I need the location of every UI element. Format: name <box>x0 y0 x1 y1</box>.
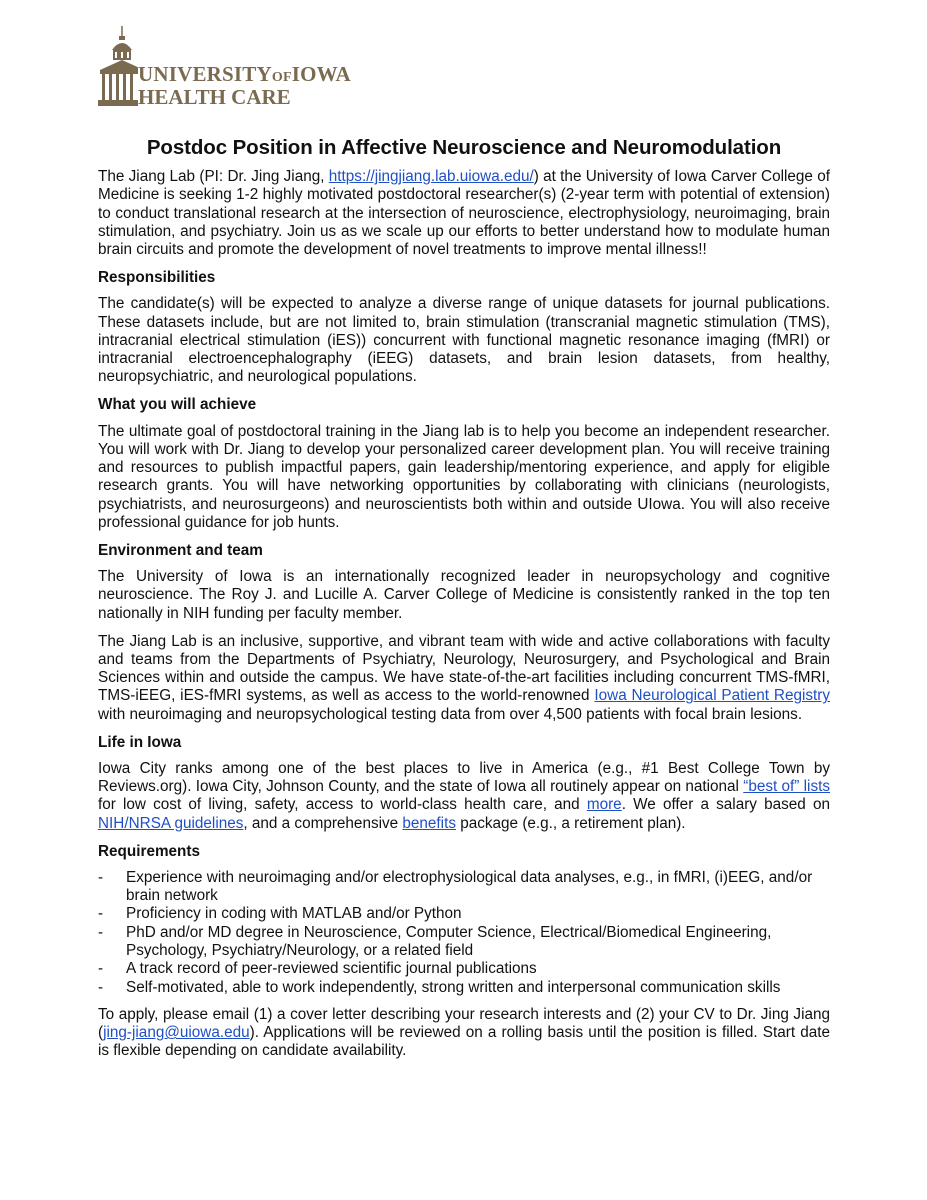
environment-heading: Environment and team <box>98 541 263 559</box>
list-item: - Self-motivated, able to work independently, strong written and interpersonal communication skills <box>98 978 781 996</box>
life-paragraph: Iowa City ranks among one of the best places to live in America (e.g., #1 Best College Town by Reviews.org). Iowa City, Johnson County, and the state of Iowa all routinely appear on national “best of” lists for low cost of living, safety, access to world-class health care, and more. We offer a salary based on NIH/NRSA guidelines, and a comprehensive benefits package (e.g., a retirement plan). <box>98 759 830 832</box>
nih-nrsa-guidelines-link[interactable]: NIH/NRSA guidelines <box>98 814 244 832</box>
requirements-heading: Requirements <box>98 842 201 860</box>
benefits-link[interactable]: benefits <box>402 814 456 832</box>
list-item: - Experience with neuroimaging and/or electrophysiological data analyses, e.g., in fMRI, (i)EEG, and/or brain network <box>98 868 813 905</box>
responsibilities-heading: Responsibilities <box>98 268 216 286</box>
more-link[interactable]: more <box>586 796 622 814</box>
list-item: - PhD and/or MD degree in Neuroscience, Computer Science, Electrical/Biomedical Engineering, Psychology, Psychiatry/Neurology, or a related field <box>98 923 772 959</box>
patient-registry-link[interactable]: Iowa Neurological Patient Registry <box>594 687 830 705</box>
list-item: - A track record of peer-reviewed scientific journal publications <box>98 960 537 978</box>
achieve-paragraph: The ultimate goal of postdoctoral training in the Jiang lab is to help you become an independent researcher. You will work with Dr. Jiang to develop your personalized career development plan. You will receive training and resources to publish impactful papers, gain leadership/mentoring experience, and apply for eligible research grants. You will have networking opportunities by collaborating with clinicians (neurologists, psychiatrists, and neurosurgeons) and neuroscientists both within and outside UIowa. You will also receive professional guidance for job hunts. <box>98 422 830 532</box>
achieve-heading: What you will achieve <box>98 396 257 414</box>
university-logo <box>98 24 378 114</box>
environment-paragraph-2: The Jiang Lab is an inclusive, supportive, and vibrant team with wide and active collaborations with faculty and teams from the Departments of Psychiatry, Neurology, Neurosurgery, and Psychological and Brain Sciences within and outside the campus. We have state-of-the-art facilities including concurrent TMS-fMRI, TMS-iEEG, iES-fMRI systems, as well as access to the world-renowned Iowa Neurological Patient Registry with neuroimaging and neuropsychological testing data from over 4,500 patients with focal brain lesions. <box>98 632 830 723</box>
responsibilities-paragraph: The candidate(s) will be expected to analyze a diverse range of unique datasets for journal publications. These datasets include, but are not limited to, brain stimulation (transcranial magnetic stimulation (TMS), intracranial electrical stimulation (iES)) concurrent with functional magnetic resonance imaging (fMRI) or intracranial electroencephalography (iEEG) datasets, and brain lesion datasets, from healthy, neuropsychiatric, and neurological populations. <box>98 295 830 386</box>
requirements-list <box>98 869 830 997</box>
lab-website-link[interactable]: https://jingjiang.lab.uiowa.edu/ <box>328 168 534 185</box>
apply-paragraph: To apply, please email (1) a cover letter describing your research interests and (2) your CV to Dr. Jing Jiang (jing-jiang@uiowa.edu). Applications will be reviewed on a rolling basis until the position is filled. Start date is flexible depending on candidate availability. <box>98 1005 830 1060</box>
best-of-lists-link[interactable]: “best of” lists <box>743 778 830 796</box>
logo-wordmark <box>138 62 351 110</box>
intro-paragraph: The Jiang Lab (PI: Dr. Jing Jiang, https://jingjiang.lab.uiowa.edu/) at the University of Iowa Carver College of Medicine is seeking 1-2 highly motivated postdoctoral researcher(s) (2-year term with potential of extension) to conduct translational research at the intersection of neuroscience, electrophysiology, neuroimaging, brain stimulation, and psychiatry. Join us as we scale up our efforts to better understand how to modulate human brain circuits and promote the development of novel treatments to improve mental illness!! <box>98 168 830 259</box>
old-capitol-icon <box>98 24 138 110</box>
list-item: - Proficiency in coding with MATLAB and/or Python <box>98 905 462 923</box>
page-title: Postdoc Position in Affective Neuroscience and Neuromodulation <box>146 136 782 159</box>
document-body <box>98 168 830 1070</box>
email-link[interactable]: jing-jiang@uiowa.edu <box>103 1024 250 1042</box>
life-heading: Life in Iowa <box>98 733 182 751</box>
logo-line-2: HEALTH CARE <box>138 85 291 109</box>
environment-paragraph-1: The University of Iowa is an internationally recognized leader in neuropsychology and cognitive neuroscience. The Roy J. and Lucille A. Carver College of Medicine is consistently ranked in the top ten nationally in NIH funding per faculty member. <box>98 568 830 622</box>
logo-line-1: UNIVERSITYOFIOWA <box>138 62 351 86</box>
